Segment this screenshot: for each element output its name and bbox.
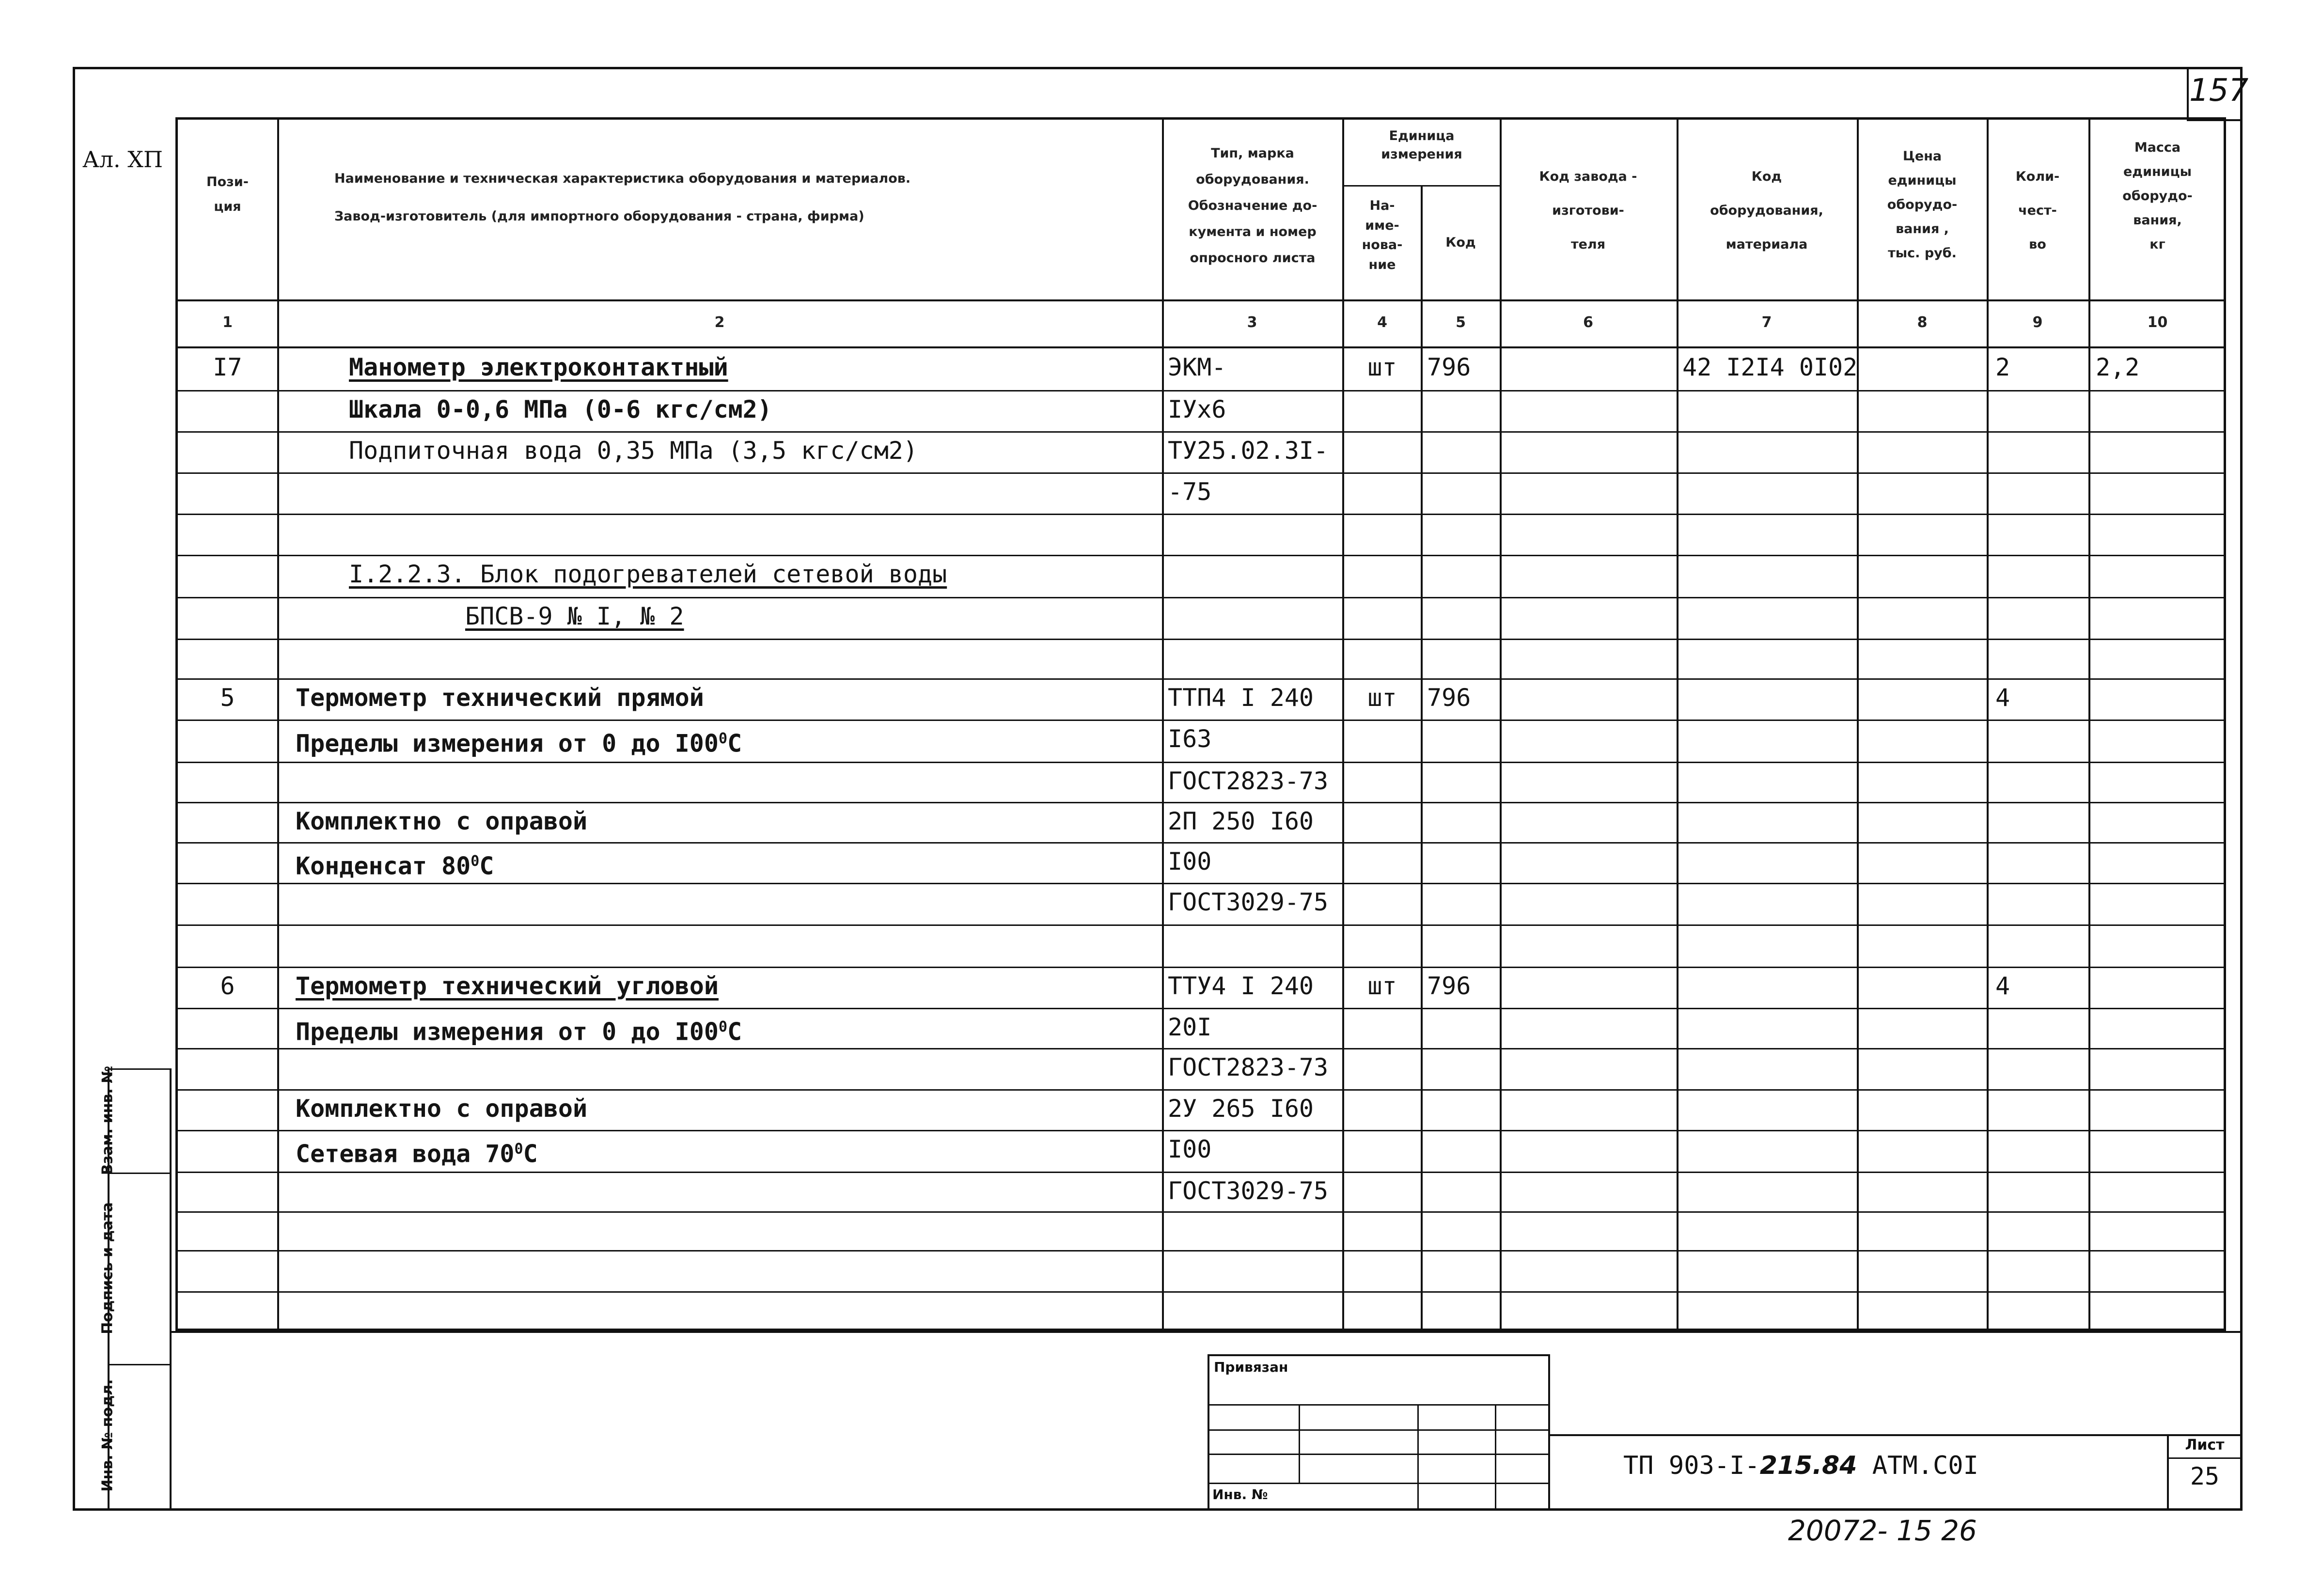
col-number-2: 2 (714, 314, 725, 331)
table-row-line (175, 883, 2226, 884)
privyazan-line1 (1208, 1404, 1550, 1406)
cell-type: ГОСТ3029-75 (1168, 1177, 1329, 1205)
cell-name: БПСВ-9 № I, № 2 (465, 602, 684, 630)
cell-code: 796 (1427, 972, 1471, 1000)
cell-type: I00 (1168, 1135, 1212, 1163)
cell-pos: 6 (220, 972, 235, 1000)
table-row-line (175, 967, 2226, 968)
inv-no-label: Инв. № (1212, 1486, 1268, 1502)
col-line-7 (1857, 117, 1859, 1331)
table-row-line (175, 1048, 2226, 1049)
table-row-line (175, 1250, 2226, 1252)
doc-code-line (1550, 1434, 2243, 1436)
header-col6: Код завода - изготови- теля (1539, 169, 1637, 252)
col-line-5 (1500, 117, 1502, 1331)
document-code (1623, 1451, 1978, 1480)
table-row-line (175, 639, 2226, 640)
cell-name: Манометр электроконтактный (349, 353, 728, 381)
col-line-2 (1162, 117, 1164, 1331)
header-bottom-line (175, 299, 2226, 301)
cell-type: ТУ25.02.3I- (1168, 437, 1329, 465)
side-label-podpis: Подпись и дата (99, 1202, 116, 1334)
cell-name: Пределы измерения от 0 до $I00^0С$ (296, 729, 742, 758)
table-row-line (175, 1008, 2226, 1009)
degree-superscript: 0 (514, 1141, 523, 1158)
table-row-line (175, 924, 2226, 926)
privyazan-vline2 (1417, 1404, 1419, 1511)
table-row-line (175, 514, 2226, 515)
table-row-line (175, 1089, 2226, 1091)
stamp-top-line (170, 1331, 2243, 1333)
list-box-mid (2167, 1457, 2243, 1459)
table-row-line (175, 1172, 2226, 1173)
header-unit-group: Единица измерения (1381, 128, 1462, 162)
cell-type: ТТП4 I 240 (1168, 684, 1314, 712)
cell-unit: шт (1367, 353, 1397, 381)
page-number-top: 157 (2189, 73, 2249, 109)
unit-suffix: С (523, 1140, 538, 1168)
table-row-line (175, 1291, 2226, 1293)
table-row-line (175, 555, 2226, 556)
list-number: 25 (2190, 1462, 2220, 1490)
privyazan-line2 (1208, 1429, 1550, 1431)
cell-name: Шкала 0-0,6 МПа (0-6 кгс/см2) (349, 395, 772, 423)
doc-code-prefix: ТП 903-I- (1623, 1451, 1760, 1480)
col-number-7: 7 (1761, 314, 1772, 331)
cell-qty: 2 (1995, 353, 2010, 381)
doc-code-handwritten: 215.84 (1759, 1451, 1857, 1480)
col-number-1: 1 (222, 314, 233, 331)
col-line-3 (1342, 117, 1344, 1331)
col-line-1 (277, 117, 279, 1331)
cell-pos: I7 (213, 353, 242, 381)
table-row-line (175, 678, 2226, 680)
cell-type: 2П 250 I60 (1168, 807, 1314, 835)
cell-mass: 2,2 (2096, 353, 2140, 381)
col-number-3: 3 (1247, 314, 1257, 331)
side-strip-top (108, 1068, 170, 1070)
col-number-4: 4 (1377, 314, 1387, 331)
table-row-line (175, 390, 2226, 391)
table-row-line (175, 431, 2226, 433)
cell-name: Подпиточная вода 0,35 МПа (3,5 кгс/см2) (349, 437, 918, 465)
degree-superscript: 0 (471, 853, 480, 870)
cell-code: 796 (1427, 353, 1471, 381)
side-strip-div2 (108, 1364, 170, 1365)
table-row-line (175, 1211, 2226, 1213)
col-number-8: 8 (1917, 314, 1928, 331)
header-col8: Цена единицы оборудо- вания , тыс. руб. (1887, 149, 1958, 261)
cell-name: Термометр технический угловой (296, 972, 719, 1000)
header-col3: Тип, марка оборудования. Обозначение до- кумента и номер опросного листа (1188, 146, 1318, 266)
cell-type: 2У 265 I60 (1168, 1095, 1314, 1123)
cell-qty: 4 (1995, 684, 2010, 712)
cell-name: Сетевая вода $70^0С$ (296, 1140, 538, 1168)
cell-code: 796 (1427, 684, 1471, 712)
privyazan-line4 (1208, 1483, 1550, 1484)
cell-type: ГОСТ2823-73 (1168, 1053, 1329, 1081)
header-col2: Наименование и техническая характеристика оборудования и материалов. Завод-изготовитель (для импортного оборудования - страна, фирма) (334, 171, 911, 224)
header-col9: Коли- чест- во (2015, 169, 2060, 252)
table-row-line (175, 1130, 2226, 1131)
cell-type: 20I (1168, 1013, 1212, 1041)
cell-type: -75 (1168, 478, 1212, 506)
unit-suffix: С (727, 729, 742, 758)
col-line-8 (1987, 117, 1989, 1331)
side-strip-outer (170, 1068, 172, 1511)
cell-name: Термометр технический прямой (296, 684, 704, 712)
bottom-number: 20072- 15 26 (1788, 1514, 1977, 1547)
privyazan-line3 (1208, 1454, 1550, 1455)
header-col7: Код оборудования, материала (1710, 169, 1823, 252)
table-row-line (175, 802, 2226, 803)
header-col4: На- име- нова- ние (1362, 198, 1403, 272)
col-number-6: 6 (1583, 314, 1593, 331)
privyazan-vline3 (1495, 1404, 1496, 1511)
col-line-9 (2088, 117, 2090, 1331)
table-row-line (175, 597, 2226, 598)
cell-unit: шт (1367, 972, 1397, 1000)
side-strip-div1 (108, 1173, 170, 1174)
cell-type: ГОСТ2823-73 (1168, 767, 1329, 795)
col-number-9: 9 (2032, 314, 2043, 331)
col-number-10: 10 (2147, 314, 2168, 331)
header-col10: Масса единицы оборудо- вания, кг (2122, 140, 2193, 252)
album-label: Ал. ХП (82, 146, 163, 172)
cell-qty: 4 (1995, 972, 2010, 1000)
cell-pos: 5 (220, 684, 235, 712)
unit-suffix: С (479, 852, 494, 880)
degree-superscript: 0 (718, 730, 728, 747)
header-col1: Пози- ция (206, 174, 249, 215)
cell-name: Пределы измерения от 0 до $I00^0С$ (296, 1017, 742, 1046)
cell-eqcode: 42 I2I4 0I02 (1682, 353, 1858, 381)
unit-suffix: С (727, 1017, 742, 1046)
table-row-line (175, 472, 2226, 474)
cell-name: Комплектно с оправой (296, 807, 588, 835)
side-label-inv-podl: Инв. № подл. (99, 1379, 116, 1492)
cell-name: I.2.2.3. Блок подогревателей сетевой воды (349, 560, 947, 588)
privyazan-label: Привязан (1214, 1359, 1288, 1375)
doc-code-suffix: АТМ.С0I (1857, 1451, 1978, 1480)
cell-type: ЭКМ- (1168, 353, 1226, 381)
cell-type: I00 (1168, 847, 1212, 876)
table-row-line (175, 842, 2226, 844)
side-label-vzam: Взам. инв. № (99, 1065, 116, 1175)
cell-name: Комплектно с оправой (296, 1095, 588, 1123)
cell-name: Конденсат $80^0С$ (296, 852, 494, 880)
number-row-line (175, 346, 2226, 348)
header-col5: Код (1445, 235, 1476, 250)
col-line-4 (1421, 185, 1423, 1331)
cell-type: I63 (1168, 725, 1212, 753)
privyazan-vline1 (1299, 1404, 1300, 1483)
table-row-line (175, 762, 2226, 763)
degree-superscript: 0 (718, 1018, 728, 1035)
table-row-line (175, 720, 2226, 721)
cell-type: IУх6 (1168, 395, 1226, 423)
cell-type: ТТУ4 I 240 (1168, 972, 1314, 1000)
col-number-5: 5 (1456, 314, 1466, 331)
cell-unit: шт (1367, 684, 1397, 712)
cell-type: ГОСТ3029-75 (1168, 888, 1329, 916)
list-label: Лист (2185, 1437, 2225, 1454)
col-line-6 (1677, 117, 1679, 1331)
